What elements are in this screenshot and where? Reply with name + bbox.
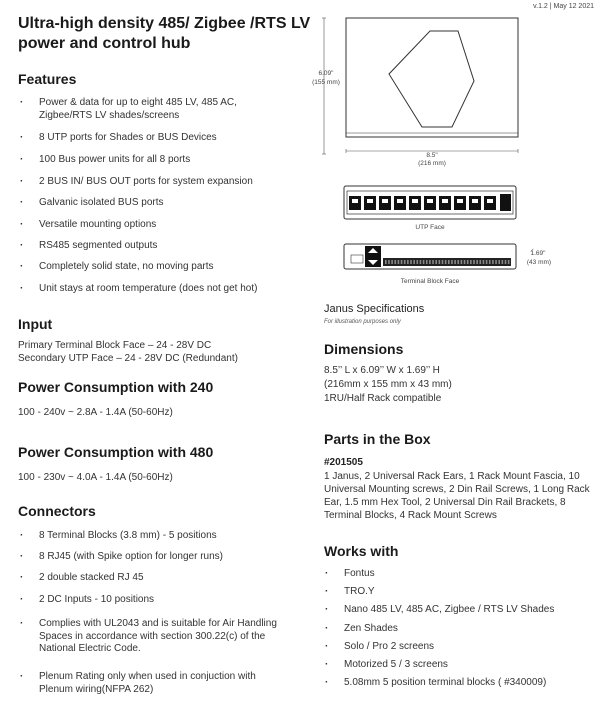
works-heading: Works with xyxy=(324,543,399,559)
terminal-pin xyxy=(385,260,387,264)
terminal-pin xyxy=(429,260,431,264)
list-item: · 5.08mm 5 position terminal blocks ( #340009) xyxy=(325,677,546,690)
terminal-pin xyxy=(423,260,425,264)
input-primary: Primary Terminal Block Face – 24 - 28V DC xyxy=(18,340,212,351)
list-item: · Unit stays at room temperature (does not get hot) xyxy=(20,283,257,296)
terminal-pin xyxy=(505,260,507,264)
utp-face-diagram xyxy=(343,185,518,221)
power480-text: 100 - 230v ~ 4.0A - 1.4A (50-60Hz) xyxy=(18,472,173,483)
terminal-pin xyxy=(451,260,453,264)
terminal-pin xyxy=(492,260,494,264)
width-label: 8.5" xyxy=(426,152,438,159)
part-number: #201505 xyxy=(324,457,363,468)
input-secondary: Secondary UTP Face – 24 - 28V DC (Redundant) xyxy=(18,353,238,364)
terminal-pin xyxy=(467,260,469,264)
height-mm: (155 mm) xyxy=(312,79,340,86)
list-item: · 100 Bus power units for all 8 ports xyxy=(20,154,190,167)
list-item: · Completely solid state, no moving parts xyxy=(20,261,214,274)
page-title: Ultra-high density 485/ Zigbee /RTS LV power and control hub xyxy=(18,15,311,52)
utp-ports xyxy=(349,194,511,211)
input-heading: Input xyxy=(18,316,53,332)
list-item: · 8 UTP ports for Shades or BUS Devices xyxy=(20,132,217,145)
terminal-pin xyxy=(401,260,403,264)
dimensions-heading: Dimensions xyxy=(324,341,404,357)
stacked-rj45-port xyxy=(500,194,511,211)
terminal-pin xyxy=(432,260,434,264)
power480-heading: Power Consumption with 480 xyxy=(18,444,214,460)
list-item: · Plenum Rating only when used in conjuction with Plenum wiring(NFPA 262) xyxy=(20,671,282,696)
terminal-pin xyxy=(508,260,510,264)
connectors-heading: Connectors xyxy=(18,503,96,519)
terminal-pin xyxy=(404,260,406,264)
depth-tick: ⸝ xyxy=(530,244,534,253)
terminal-pin xyxy=(470,260,472,264)
dimensions-line: (216mm x 155 mm x 43 mm) xyxy=(324,379,452,390)
list-item: · TRO.Y xyxy=(325,586,375,599)
terminal-pin xyxy=(445,260,447,264)
terminal-pin xyxy=(502,260,504,264)
specs-title: Janus Specifications xyxy=(324,303,425,315)
power240-text: 100 - 240v ~ 2.8A - 1.4A (50-60Hz) xyxy=(18,407,173,418)
parts-heading: Parts in the Box xyxy=(324,431,431,447)
utp-face-label: UTP Face xyxy=(415,224,445,231)
terminal-pin xyxy=(457,260,459,264)
features-heading: Features xyxy=(18,71,77,87)
list-item: · Complies with UL2043 and is suitable for Air Handling Spaces in accordance with section 300.22(c) of the National Electric Code. xyxy=(20,618,282,656)
terminal-pin xyxy=(442,260,444,264)
illustration-note: For illustration purposes only xyxy=(324,319,401,325)
terminal-pin xyxy=(413,260,415,264)
list-item: · 8 RJ45 (with Spike option for longer runs) xyxy=(20,551,223,564)
terminal-pin xyxy=(486,260,488,264)
list-item: · Zen Shades xyxy=(325,623,398,636)
list-item: · Versatile mounting options xyxy=(20,219,156,232)
list-item: · 2 double stacked RJ 45 xyxy=(20,572,144,585)
terminal-pin xyxy=(480,260,482,264)
terminal-pin xyxy=(461,260,463,264)
list-item: · Galvanic isolated BUS ports xyxy=(20,197,164,210)
list-item: · Nano 485 LV, 485 AC, Zigbee / RTS LV Shades xyxy=(325,604,554,617)
terminal-pin xyxy=(495,260,497,264)
list-item: · 2 DC Inputs - 10 positions xyxy=(20,594,154,607)
terminal-pin xyxy=(448,260,450,264)
terminal-pin xyxy=(489,260,491,264)
width-mm: (216 mm) xyxy=(418,160,446,167)
terminal-pin xyxy=(417,260,419,264)
top-view-diagram xyxy=(322,14,522,164)
list-item: · Solo / Pro 2 screens xyxy=(325,641,434,654)
terminal-pin xyxy=(498,260,500,264)
terminal-pin xyxy=(407,260,409,264)
terminal-pin xyxy=(388,260,390,264)
depth-mm: (43 mm) xyxy=(526,259,552,266)
terminal-pin xyxy=(473,260,475,264)
terminal-pin xyxy=(410,260,412,264)
depth-label: 1.69" xyxy=(530,250,546,257)
terminal-pin xyxy=(464,260,466,264)
height-label: 6.09" xyxy=(318,70,334,77)
terminal-face-diagram xyxy=(343,243,518,271)
dimensions-line: 1RU/Half Rack compatible xyxy=(324,393,442,404)
terminal-pin xyxy=(391,260,393,264)
terminal-pin xyxy=(426,260,428,264)
power240-heading: Power Consumption with 240 xyxy=(18,379,214,395)
terminal-pin xyxy=(394,260,396,264)
list-item: · RS485 segmented outputs xyxy=(20,240,157,253)
terminal-pin xyxy=(420,260,422,264)
terminal-pin xyxy=(439,260,441,264)
list-item: · Motorized 5 / 3 screens xyxy=(325,659,448,672)
terminal-pin xyxy=(454,260,456,264)
terminal-pin xyxy=(483,260,485,264)
list-item: · 8 Terminal Blocks (3.8 mm) - 5 positions xyxy=(20,530,217,543)
dimensions-line: 8.5’’ L x 6.09’’ W x 1.69’’ H xyxy=(324,365,440,376)
parts-text: 1 Janus, 2 Universal Rack Ears, 1 Rack Mount Fascia, 10 Universal Mounting screws, 2 Din Rail Screws, 1 Long Rack Ear, 1.5 mm Hex Tool, 2 Universal Din Rail Brackets, 8 Terminal Blocks, 4 Rack Mount Screws xyxy=(324,471,590,521)
list-item: · Power & data for up to eight 485 LV, 485 AC, Zigbee/RTS LV shades/screens xyxy=(20,97,290,122)
version-date: v.1.2 | May 12 2021 xyxy=(533,3,594,10)
terminal-pin xyxy=(435,260,437,264)
terminal-pin xyxy=(398,260,400,264)
list-item: · 2 BUS IN/ BUS OUT ports for system expansion xyxy=(20,176,253,189)
list-item: · Fontus xyxy=(325,568,375,581)
terminal-face-label: Terminal Block Face xyxy=(400,278,460,285)
terminal-pin xyxy=(476,260,478,264)
